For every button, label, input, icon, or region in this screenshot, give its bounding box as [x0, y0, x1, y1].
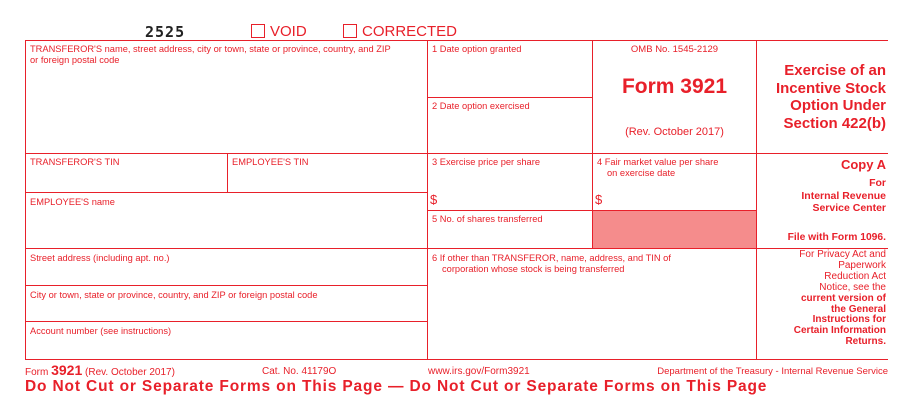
shaded-box: [593, 210, 756, 248]
transferor-name-field[interactable]: [26, 70, 426, 152]
transferor-tin-label: TRANSFEROR'S TIN: [30, 157, 120, 167]
corporation-info-field[interactable]: [428, 278, 755, 359]
employee-tin-field[interactable]: [228, 170, 426, 191]
notice-line: Returns.: [845, 336, 886, 348]
box6-label-line1: 6 If other than TRANSFEROR, name, address, and TIN of: [432, 253, 671, 263]
copy-line: For: [869, 177, 886, 189]
copy-heading: Copy A: [840, 157, 886, 172]
divider: [592, 40, 593, 248]
street-address-label: Street address (including apt. no.): [30, 253, 170, 263]
privacy-notice: [756, 250, 886, 348]
footer-form-prefix: Form: [25, 367, 52, 378]
footer-department: Department of the Treasury - Internal Revenue Service: [657, 366, 888, 377]
box6-label-line2: corporation whose stock is being transferred: [442, 264, 625, 274]
title-line: Section 422(b): [783, 114, 886, 132]
notice-line: Instructions for: [812, 314, 886, 326]
footer-cat-number: Cat. No. 41179O: [262, 366, 337, 377]
corrected-checkbox[interactable]: [343, 24, 357, 38]
fair-market-value-field[interactable]: [605, 190, 755, 209]
form-code: 2525: [145, 23, 186, 41]
account-number-field[interactable]: [26, 338, 426, 359]
box3-label: 3 Exercise price per share: [432, 157, 540, 167]
form-revision: (Rev. October 2017): [625, 126, 724, 138]
divider: [25, 321, 427, 322]
void-checkbox[interactable]: [251, 24, 265, 38]
notice-line: the General: [830, 303, 886, 315]
street-address-field[interactable]: [26, 265, 426, 284]
divider: [25, 285, 427, 286]
box1-label: 1 Date option granted: [432, 44, 522, 54]
box4-label-line1: 4 Fair market value per share: [597, 157, 719, 167]
file-with-note: File with Form 1096.: [787, 232, 886, 243]
transferor-name-label: TRANSFEROR'S name, street address, city or town, state or province, country, and ZIP or foreign postal code: [30, 44, 391, 65]
divider: [25, 248, 756, 249]
notice-line: Paperwork: [838, 259, 886, 271]
form-number: Form 3921: [621, 75, 728, 98]
box4-dollar: $: [595, 192, 603, 207]
divider: [427, 210, 756, 211]
corrected-label: CORRECTED: [362, 23, 458, 40]
date-granted-field[interactable]: [428, 58, 591, 96]
city-field[interactable]: [26, 302, 426, 320]
employee-name-field[interactable]: [26, 210, 426, 247]
account-number-label: Account number (see instructions): [30, 326, 172, 336]
form-title: [756, 62, 886, 132]
shares-transferred-field[interactable]: [428, 226, 591, 247]
city-label: City or town, state or province, country, and ZIP or foreign postal code: [30, 290, 318, 300]
box2-label: 2 Date option exercised: [432, 101, 530, 111]
title-line: Exercise of an: [784, 62, 886, 79]
footer-url: www.irs.gov/Form3921: [428, 366, 530, 377]
box4-label-line2: on exercise date: [607, 168, 676, 178]
footer-form-rev: (Rev. October 2017): [82, 367, 175, 378]
void-label: VOID: [270, 23, 307, 40]
box5-label: 5 No. of shares transferred: [432, 214, 543, 224]
notice-line: Notice, see the: [819, 281, 886, 293]
divider: [427, 97, 592, 98]
footer-form-number: 3921: [51, 362, 83, 378]
copy-for-block: [756, 177, 886, 215]
notice-line: current version of: [800, 292, 886, 304]
date-exercised-field[interactable]: [428, 115, 591, 152]
title-line: Option Under: [790, 97, 886, 114]
copy-line: Internal Revenue: [801, 189, 886, 202]
employee-name-label: EMPLOYEE'S name: [30, 197, 115, 207]
cut-warning: Do Not Cut or Separate Forms on This Page — Do Not Cut or Separate Forms on This Page: [25, 378, 768, 395]
notice-line: For Privacy Act and: [799, 249, 886, 260]
divider: [756, 153, 888, 154]
divider: [25, 192, 427, 193]
title-line: Incentive Stock: [775, 79, 886, 97]
exercise-price-field[interactable]: [440, 190, 590, 209]
notice-line: Certain Information: [793, 325, 886, 337]
copy-line: Service Center: [812, 202, 886, 214]
omb-number: OMB No. 1545-2129: [630, 44, 719, 55]
employee-tin-label: EMPLOYEE'S TIN: [232, 157, 309, 167]
transferor-tin-field[interactable]: [26, 170, 226, 191]
footer-form-id: [25, 362, 175, 378]
box3-dollar: $: [430, 192, 438, 207]
notice-line: Reduction Act: [824, 270, 886, 282]
divider: [25, 153, 756, 154]
